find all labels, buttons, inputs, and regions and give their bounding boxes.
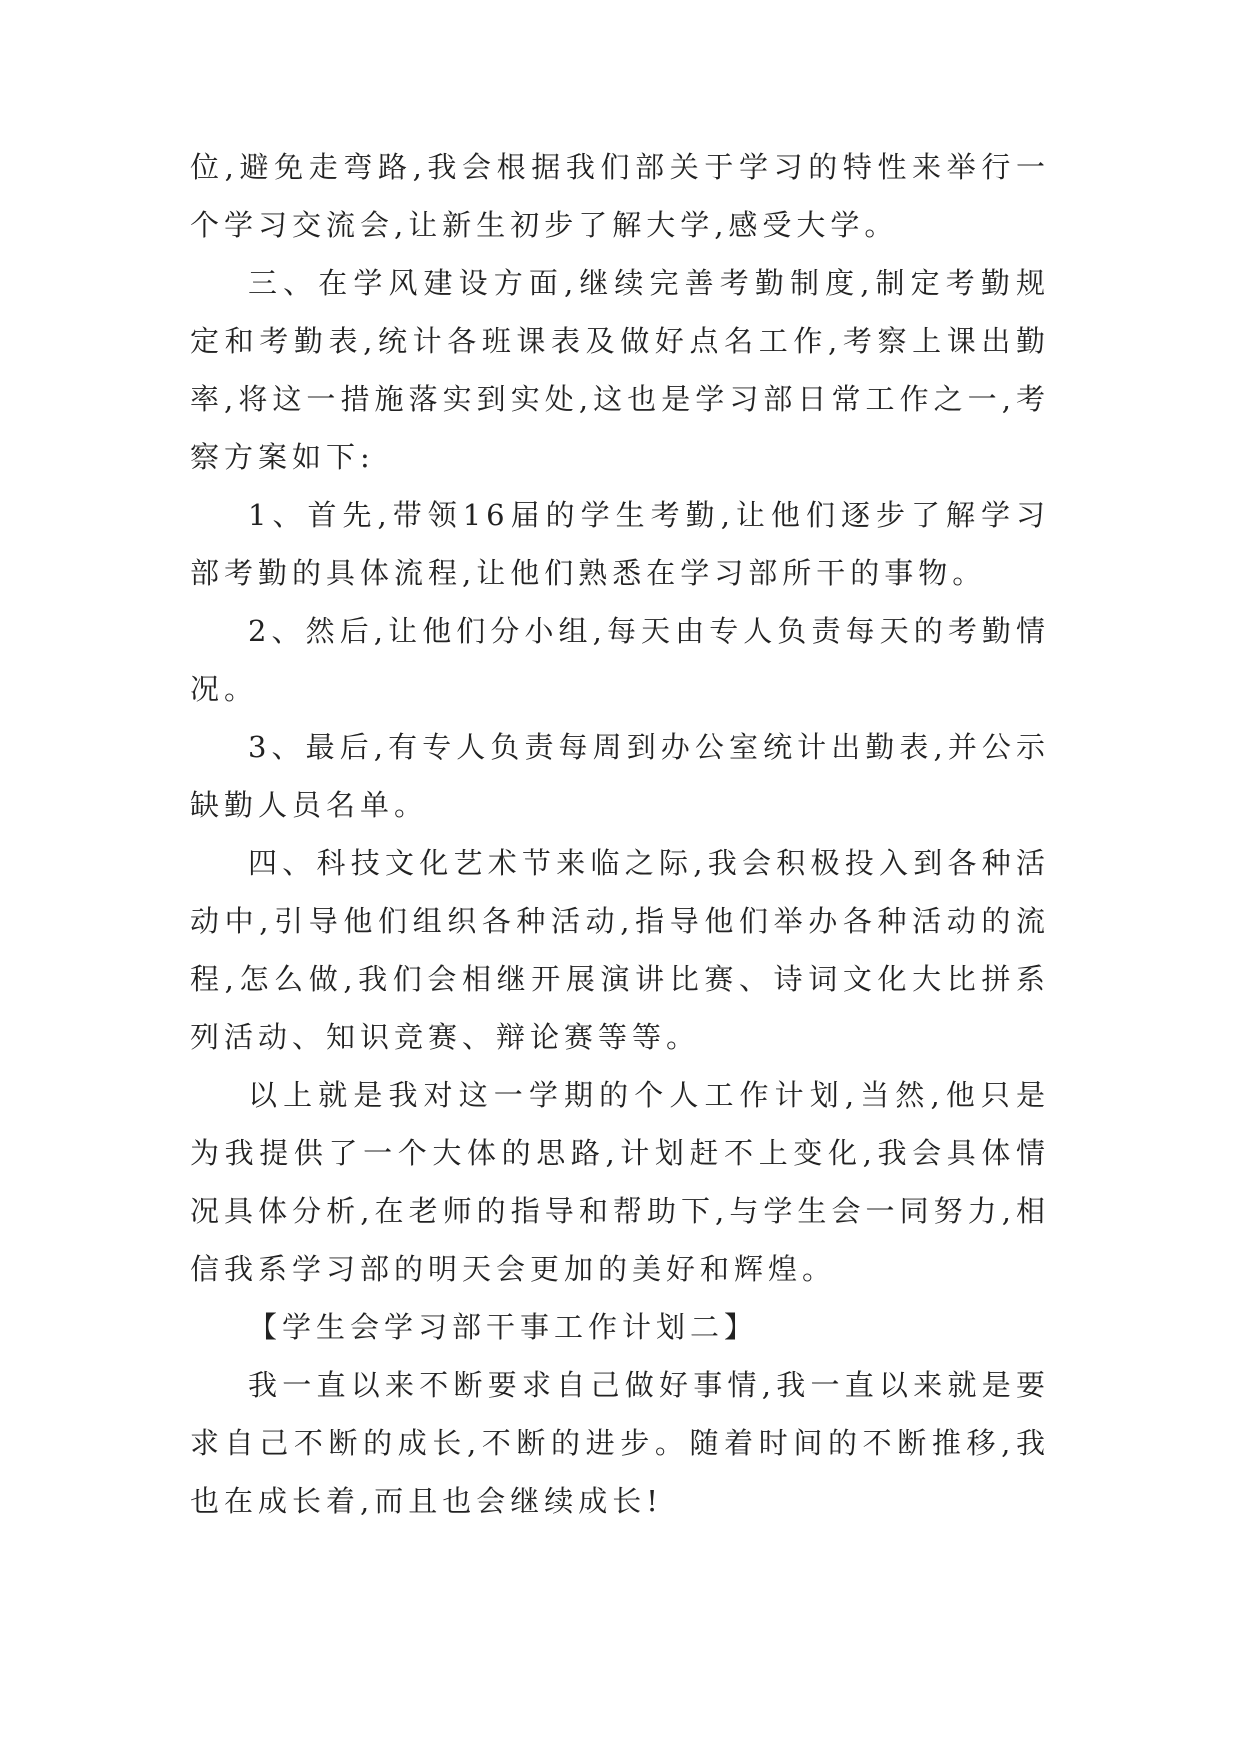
- paragraph-step-2: 2、然后,让他们分小组,每天由专人负责每天的考勤情况。: [190, 614, 1050, 706]
- paragraph-step-3: 3、最后,有专人负责每周到办公室统计出勤表,并公示缺勤人员名单。: [190, 730, 1050, 822]
- document-body: [190, 138, 1050, 1530]
- paragraph-festival: 四、科技文化艺术节来临之际,我会积极投入到各种活动中,引导他们组织各种活动,指导他们举办各种活动的流程,怎么做,我们会相继开展演讲比赛、诗词文化大比拼系列活动、知识竞赛、辩论赛等等。: [190, 846, 1050, 1054]
- paragraph-continuation: 位,避免走弯路,我会根据我们部关于学习的特性来举行一个学习交流会,让新生初步了解大学,感受大学。: [190, 150, 1050, 242]
- paragraph-summary: 以上就是我对这一学期的个人工作计划,当然,他只是为我提供了一个大体的思路,计划赶不上变化,我会具体情况具体分析,在老师的指导和帮助下,与学生会一同努力,相信我系学习部的明天会更加的美好和辉煌。: [190, 1078, 1050, 1286]
- section-heading: 【学生会学习部干事工作计划二】: [248, 1310, 759, 1344]
- paragraph-plan-two-intro: 我一直以来不断要求自己做好事情,我一直以来就是要求自己不断的成长,不断的进步。随着时间的不断推移,我也在成长着,而且也会继续成长!: [190, 1368, 1050, 1518]
- paragraph-step-1: 1、首先,带领16届的学生考勤,让他们逐步了解学习部考勤的具体流程,让他们熟悉在学习部所干的事物。: [190, 498, 1050, 590]
- paragraph-study-style: 三、在学风建设方面,继续完善考勤制度,制定考勤规定和考勤表,统计各班课表及做好点名工作,考察上课出勤率,将这一措施落实到实处,这也是学习部日常工作之一,考察方案如下:: [190, 266, 1050, 474]
